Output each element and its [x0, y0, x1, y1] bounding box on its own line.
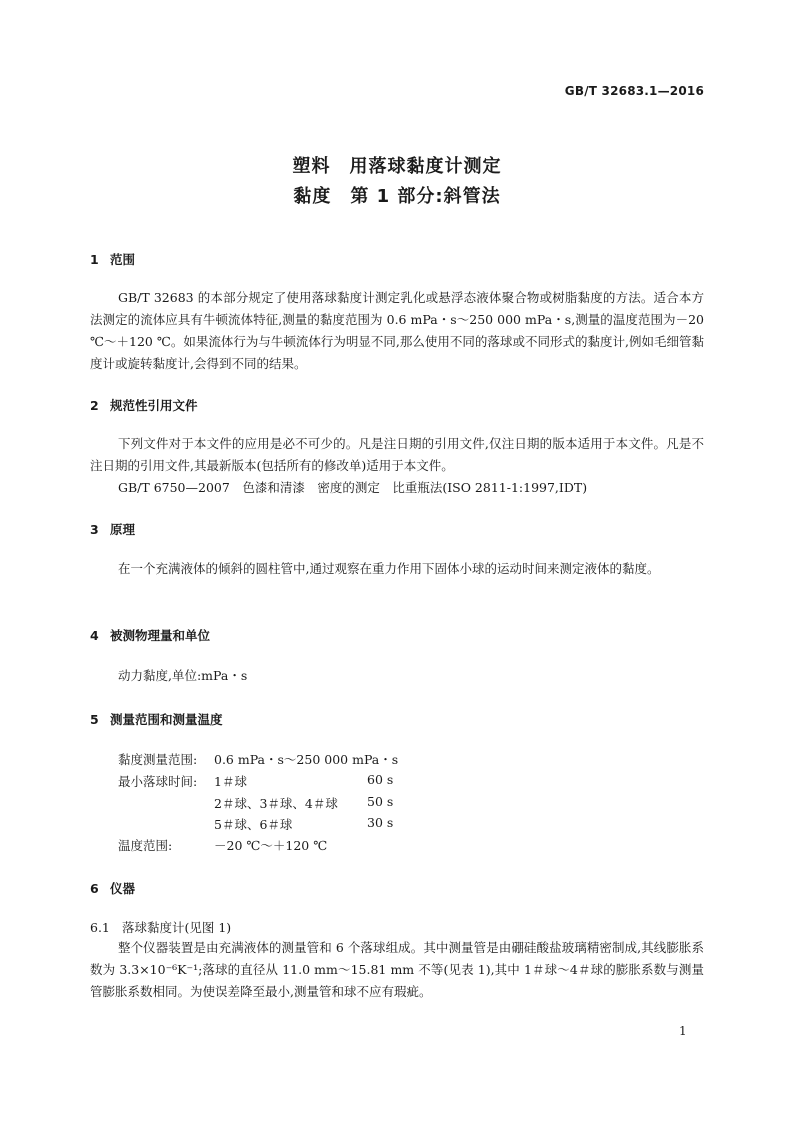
fall-time-value: 60 s: [367, 772, 394, 787]
section-2-paragraph: 下列文件对于本文件的应用是必不可少的。凡是注日期的引用文件,仅注日期的版本适用于本文件。凡是不注日期的引用文件,其最新版本(包括所有的修改单)适用于本文件。: [90, 436, 704, 473]
section-3-heading: [90, 520, 135, 538]
subsection-title: 落球黏度计(见图 1): [122, 920, 232, 935]
viscosity-range-value: 0.6 mPa・s～250 000 mPa・s: [214, 752, 399, 767]
section-title: 规范性引用文件: [110, 398, 198, 413]
fall-time-balls: 2＃球、3＃球、4＃球: [214, 796, 338, 811]
normative-reference: GB/T 6750—2007 色漆和清漆 密度的测定 比重瓶法(ISO 2811-1:1997,IDT): [118, 480, 588, 495]
section-number: 3: [90, 522, 99, 537]
temperature-range-value: －20 ℃～＋120 ℃: [214, 838, 328, 853]
fall-time-value: 30 s: [367, 815, 394, 830]
section-5-heading: [90, 710, 223, 728]
subsection-6-1-paragraph: 整个仪器装置是由充满液体的测量管和 6 个落球组成。其中测量管是由硼硅酸盐玻璃精密制成,其线膨胀系数为 3.3×10⁻⁶K⁻¹;落球的直径从 11.0 mm～15.81 mm 不等(见表 1),其中 1＃球～4＃球的膨胀系数与测量管膨胀系数相同。为使误差降至最小,测量管和球不应有瑕疵。: [90, 940, 704, 999]
page-number: 1: [679, 1024, 687, 1038]
section-1-paragraph: GB/T 32683 的本部分规定了使用落球黏度计测定乳化或悬浮态液体聚合物或树脂黏度的方法。适合本方法测定的流体应具有牛顿流体特征,测量的黏度范围为 0.6 mPa・s～250 000 mPa・s,测量的温度范围为－20 ℃～＋120 ℃。如果流体行为与牛顿流体行为明显不同,那么使用不同的落球或不同形式的黏度计,例如毛细管黏度计或旋转黏度计,会得到不同的结果。: [90, 290, 704, 371]
section-6-heading: [90, 879, 135, 897]
quantity-unit-line: 动力黏度,单位:mPa・s: [118, 668, 248, 683]
fall-time-balls: 1＃球: [214, 774, 247, 789]
section-number: 5: [90, 712, 99, 727]
section-number: 4: [90, 628, 99, 643]
section-number: 1: [90, 252, 99, 267]
section-2-heading: [90, 396, 198, 414]
section-number: 6: [90, 881, 99, 896]
section-4-heading: [90, 626, 210, 644]
section-number: 2: [90, 398, 99, 413]
section-1-heading: [90, 250, 135, 268]
section-title: 原理: [110, 522, 136, 537]
document-title-line-1: 塑料 用落球黏度计测定: [292, 156, 502, 177]
standard-number: GB/T 32683.1—2016: [564, 84, 704, 98]
section-title: 测量范围和测量温度: [110, 712, 223, 727]
section-title: 范围: [110, 252, 136, 267]
section-title: 仪器: [110, 881, 136, 896]
temperature-range-label: 温度范围:: [118, 838, 173, 853]
fall-time-label: 最小落球时间:: [118, 774, 198, 789]
fall-time-balls: 5＃球、6＃球: [214, 817, 293, 832]
viscosity-range-label: 黏度测量范围:: [118, 752, 198, 767]
section-3-paragraph: 在一个充满液体的倾斜的圆柱管中,通过观察在重力作用下固体小球的运动时间来测定液体的黏度。: [118, 561, 660, 576]
subsection-6-1-heading: [90, 918, 231, 936]
subsection-number: 6.1: [90, 920, 110, 935]
fall-time-value: 50 s: [367, 794, 394, 809]
document-title-line-2: 黏度 第 1 部分:斜管法: [293, 186, 501, 207]
section-title: 被测物理量和单位: [110, 628, 211, 643]
